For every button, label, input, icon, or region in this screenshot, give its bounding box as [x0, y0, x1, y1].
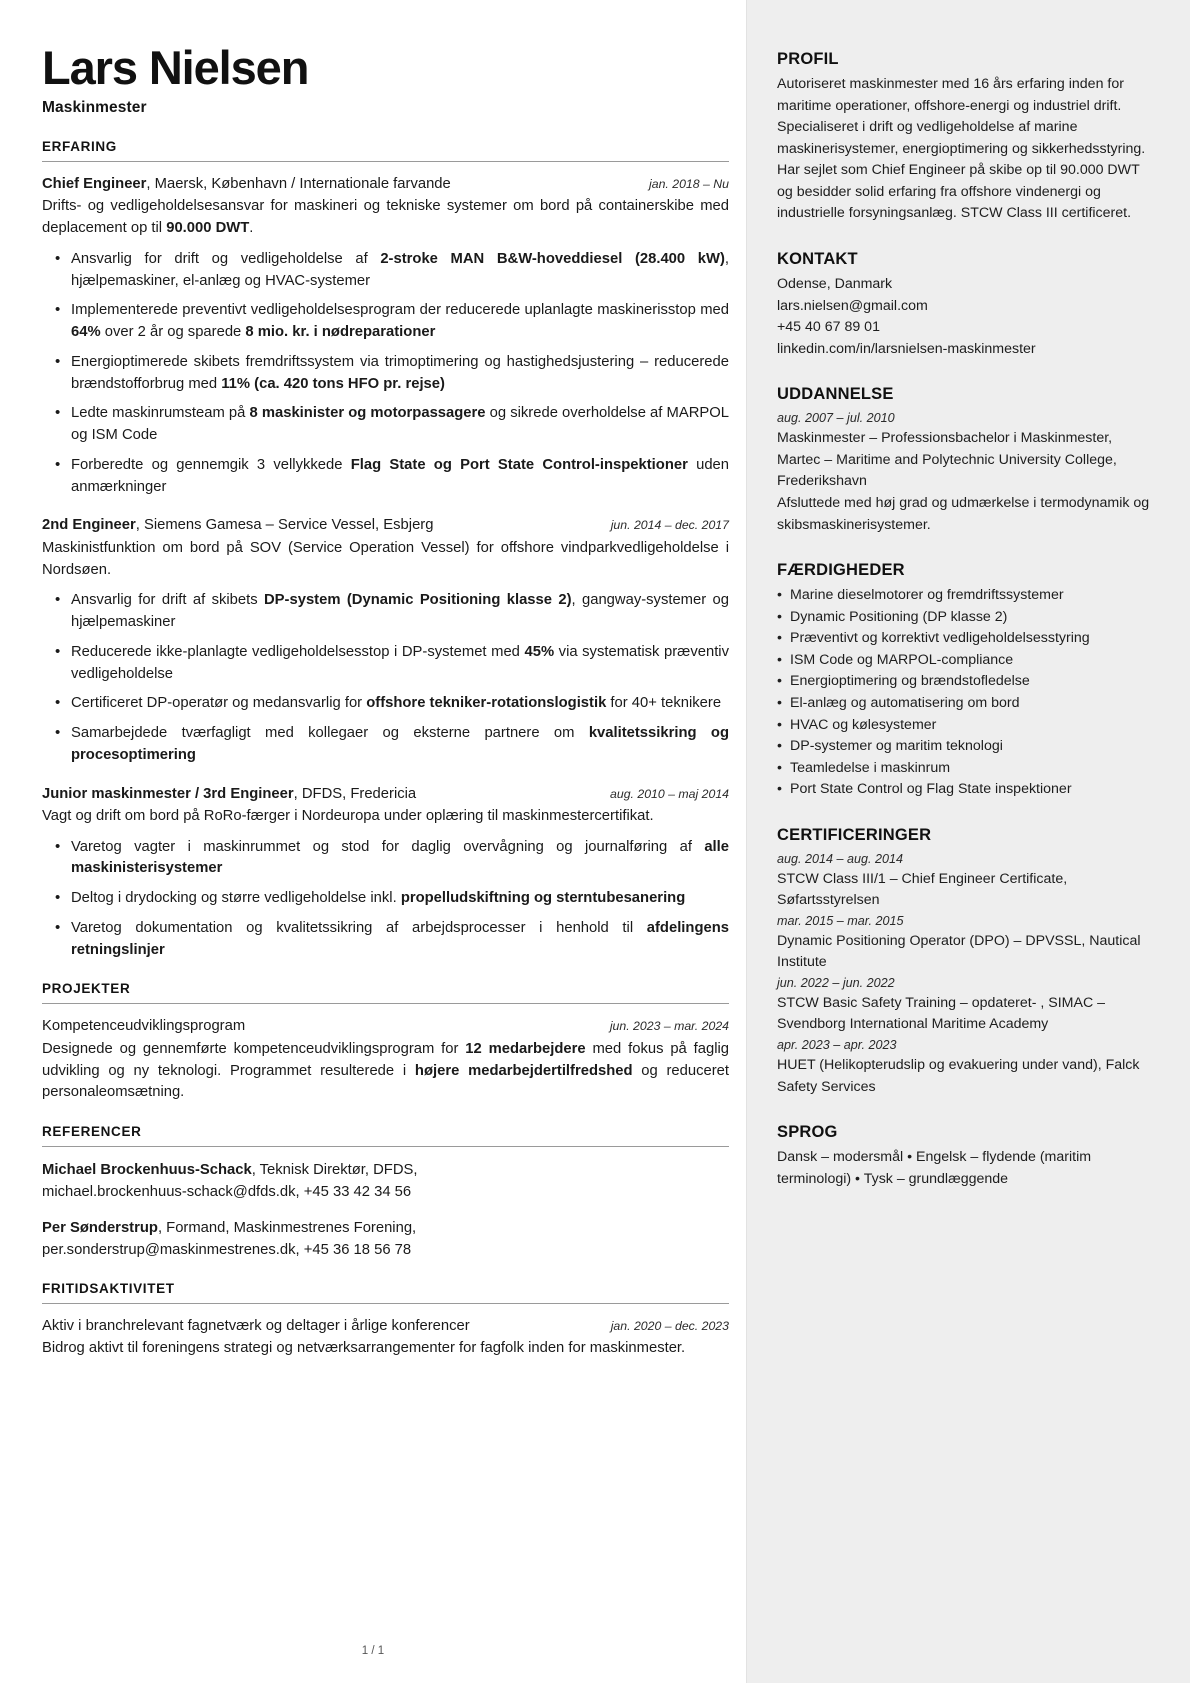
- project-date: jun. 2023 – mar. 2024: [609, 1019, 729, 1034]
- certification-body: STCW Class III/1 – Chief Engineer Certificate, Søfartsstyrelsen: [777, 870, 1068, 909]
- certifications-list: [777, 850, 1156, 1098]
- experience-bullet: • Reducerede ikke-planlagte vedligeholdelsesstop i DP-systemet med 45% via systematisk præventiv vedligeholdelse: [42, 642, 729, 686]
- certification-date: apr. 2023 – apr. 2023: [777, 1038, 897, 1053]
- skill-item: • Præventivt og korrektivt vedligeholdelsesstyring: [777, 628, 1156, 650]
- skill-item: • Marine dieselmotorer og fremdriftssystemer: [777, 585, 1156, 607]
- skills-list: [777, 585, 1156, 801]
- profile-text: Autoriseret maskinmester med 16 års erfaring inden for maritime operationer, offshore-energi og industriel drift. Specialiseret i drift og vedligeholdelse af marine maskinerisystemer, energioptimering og sikkerhedsstyring. Har sejlet som Chief Engineer på skibe op til 90.000 DWT og besidder solid erfaring fra offshore vindenergi og industrielle forsyningsanlæg. STCW Class III certificeret.: [777, 76, 1146, 222]
- contact-linkedin[interactable]: linkedin.com/in/larsnielsen-maskinmester: [777, 340, 1036, 357]
- page-title: Lars Nielsen: [42, 41, 309, 94]
- experience-description: Maskinistfunktion om bord på SOV (Service Operation Vessel) for offshore vindparkvedligeholdelse i Nordsøen.: [42, 539, 729, 578]
- reference-entry: [42, 1159, 746, 1203]
- experience-description: Vagt og drift om bord på RoRo-færger i Nordeuropa under oplæring til maskinmestercertifikat.: [42, 807, 654, 824]
- certification-entry: [777, 974, 1156, 1036]
- divider: [42, 1003, 729, 1004]
- projects-list: [42, 1016, 746, 1104]
- experience-description: Drifts- og vedligeholdelsesansvar for maskineri og tekniske systemer om bord på containerskibe med deplacement op til 90.000 DWT.: [42, 198, 729, 237]
- experience-bullet: • Deltog i drydocking og større vedligeholdelse inkl. propelludskiftning og sterntubesanering: [42, 888, 729, 910]
- experience-bullet: • Certificeret DP-operatør og medansvarlig for offshore tekniker-rotationslogistik for 40+ teknikere: [42, 693, 729, 715]
- experience-entry: [42, 784, 729, 962]
- contact-location: Odense, Danmark: [777, 276, 893, 293]
- skill-item: • Energioptimering og brændstofledelse: [777, 671, 1156, 693]
- sidebar-heading-education: UDDANNELSE: [777, 385, 894, 404]
- reference-name-role: Michael Brockenhuus-Schack, Teknisk Direktør, DFDS,: [42, 1162, 418, 1179]
- sidebar-section-certifications: [777, 826, 1156, 1098]
- experience-date: jun. 2014 – dec. 2017: [610, 518, 729, 533]
- experience-entry-head: [42, 174, 729, 195]
- reference-contact[interactable]: michael.brockenhuus-schack@dfds.dk, +45 33 42 34 56: [42, 1184, 412, 1201]
- page-number: 1 / 1: [361, 1645, 385, 1657]
- experience-entry-head: [42, 784, 729, 805]
- sidebar-heading-certifications: CERTIFICERINGER: [777, 825, 932, 844]
- experience-bullet: • Implementerede preventivt vedligeholdelsesprogram der reducerede uplanlagte maskinerisstop med 64% over 2 år og sparede 8 mio. kr. i nødreparationer: [42, 300, 729, 344]
- skill-item: • Teamledelse i maskinrum: [777, 758, 1156, 780]
- sidebar-section-profile: [777, 50, 1156, 225]
- skill-item: • ISM Code og MARPOL-compliance: [777, 650, 1156, 672]
- professional-title: Maskinmester: [42, 98, 147, 116]
- education-date: aug. 2007 – jul. 2010: [777, 411, 895, 426]
- sidebar-section-skills: [777, 561, 1156, 801]
- project-entry: [42, 1016, 729, 1104]
- experience-bullet: • Samarbejdede tværfagligt med kollegaer og eksterne partnere om kvalitetssikring og procesoptimering: [42, 723, 729, 767]
- contact-email[interactable]: lars.nielsen@gmail.com: [777, 297, 928, 314]
- certification-entry: [777, 1036, 1156, 1098]
- experience-bullet: • Ledte maskinrumsteam på 8 maskinister og motorpassagere og sikrede overholdelse af MARPOL og ISM Code: [42, 403, 729, 447]
- sidebar-heading-skills: FÆRDIGHEDER: [777, 561, 905, 580]
- project-description: Designede og gennemførte kompetenceudviklingsprogram for 12 medarbejdere med fokus på faglig udvikling og ny teknologi. Programmet resulterede i højere medarbejdertilfredshed og reduceret personaleomsætning.: [42, 1040, 729, 1101]
- sidebar-heading-languages: SPROG: [777, 1123, 838, 1142]
- sidebar-section-languages: [777, 1123, 1156, 1190]
- experience-role: 2nd Engineer, Siemens Gamesa – Service Vessel, Esbjerg: [42, 517, 434, 534]
- skill-item: • Port State Control og Flag State inspektioner: [777, 779, 1156, 801]
- experience-entry: [42, 174, 729, 498]
- divider: [42, 1146, 729, 1147]
- experience-entry-head: [42, 515, 729, 536]
- certification-entry: [777, 850, 1156, 912]
- project-entry-head: [42, 1016, 729, 1037]
- sidebar: [746, 0, 1190, 1683]
- experience-bullet: • Forberedte og gennemgik 3 vellykkede Flag State og Port State Control-inspektioner uden anmærkninger: [42, 455, 729, 499]
- activity-description: Bidrog aktivt til foreningens strategi og netværksarrangementer for fagfolk inden for maskinmester.: [42, 1340, 686, 1357]
- divider: [42, 1303, 729, 1304]
- experience-bullet: • Varetog vagter i maskinrummet og stod for daglig overvågning og journalføring af alle maskinisterisystemer: [42, 837, 729, 881]
- experience-bullet: • Ansvarlig for drift og vedligeholdelse af 2-stroke MAN B&W-hoveddiesel (28.400 kW), hjælpemaskiner, el-anlæg og HVAC-systemer: [42, 249, 729, 293]
- certification-date: mar. 2015 – mar. 2015: [777, 913, 904, 928]
- skill-item: • El-anlæg og automatisering om bord: [777, 693, 1156, 715]
- contact-phone[interactable]: +45 40 67 89 01: [777, 319, 880, 336]
- experience-entry: [42, 515, 729, 766]
- certification-body: Dynamic Positioning Operator (DPO) – DPVSSL, Nautical Institute: [777, 932, 1141, 971]
- experience-date: aug. 2010 – maj 2014: [610, 786, 729, 801]
- reference-name-role: Per Sønderstrup, Formand, Maskinmestrenes Forening,: [42, 1219, 417, 1236]
- experience-bullet-list: [42, 249, 729, 499]
- section-references: [42, 1124, 746, 1261]
- reference-entry: [42, 1217, 746, 1261]
- experience-bullet: • Energioptimerede skibets fremdriftssystem via trimoptimering og hastighedsjustering – reducerede brændstofforbrug med 11% (ca. 420 tons HFO pr. rejse): [42, 352, 729, 396]
- activity-date: jan. 2020 – dec. 2023: [610, 1318, 729, 1333]
- certification-entry: [777, 912, 1156, 974]
- sidebar-section-education: [777, 385, 1156, 536]
- section-heading-projects: PROJEKTER: [42, 981, 131, 997]
- sidebar-heading-contact: KONTAKT: [777, 250, 858, 269]
- section-activity: [42, 1281, 746, 1360]
- sidebar-section-contact: [777, 250, 1156, 360]
- certification-date: jun. 2022 – jun. 2022: [777, 976, 895, 991]
- activity-title: Aktiv i branchrelevant fagnetværk og deltager i årlige konferencer: [42, 1317, 470, 1334]
- section-heading-references: REFERENCER: [42, 1124, 142, 1140]
- section-experience: [42, 139, 746, 962]
- reference-contact[interactable]: per.sonderstrup@maskinmestrenes.dk, +45 36 18 56 78: [42, 1241, 412, 1258]
- references-list: [42, 1159, 746, 1261]
- experience-bullet-list: [42, 837, 729, 962]
- activity-entry: [42, 1316, 729, 1360]
- experience-bullet-list: [42, 590, 729, 766]
- experience-role: Junior maskinmester / 3rd Engineer, DFDS, Fredericia: [42, 785, 417, 802]
- experience-list: [42, 174, 746, 962]
- divider: [42, 161, 729, 162]
- certification-body: HUET (Helikopterudslip og evakuering under vand), Falck Safety Services: [777, 1056, 1140, 1095]
- experience-date: jan. 2018 – Nu: [649, 176, 729, 191]
- certification-body: STCW Basic Safety Training – opdateret- , SIMAC – Svendborg International Maritime Academy: [777, 994, 1106, 1033]
- project-title: Kompetenceudviklingsprogram: [42, 1018, 246, 1035]
- experience-bullet: • Ansvarlig for drift af skibets DP-system (Dynamic Positioning klasse 2), gangway-systemer og hjælpemaskiner: [42, 590, 729, 634]
- education-note: Afsluttede med høj grad og udmærkelse i termodynamik og skibsmaskinerisystemer.: [777, 494, 1150, 533]
- contact-lines: [777, 274, 1156, 360]
- skill-item: • Dynamic Positioning (DP klasse 2): [777, 607, 1156, 629]
- section-projects: [42, 981, 746, 1104]
- sidebar-heading-profile: PROFIL: [777, 50, 839, 68]
- experience-bullet: • Varetog dokumentation og kvalitetssikring af arbejdsprocesser i henhold til afdelingens retningslinjer: [42, 918, 729, 962]
- certification-date: aug. 2014 – aug. 2014: [777, 851, 904, 866]
- section-heading-experience: ERFARING: [42, 138, 117, 154]
- skill-item: • HVAC og kølesystemer: [777, 715, 1156, 737]
- experience-role: Chief Engineer, Maersk, København / Internationale farvande: [42, 175, 451, 192]
- section-heading-activity: FRITIDSAKTIVITET: [42, 1280, 175, 1296]
- languages-text: Dansk – modersmål • Engelsk – flydende (maritim terminologi) • Tysk – grundlæggende: [777, 1149, 1092, 1187]
- skill-item: • DP-systemer og maritim teknologi: [777, 736, 1156, 758]
- education-body: Maskinmester – Professionsbachelor i Maskinmester, Martec – Maritime and Polytechnic University College, Frederikshavn: [777, 430, 1117, 490]
- activity-head: [42, 1316, 729, 1337]
